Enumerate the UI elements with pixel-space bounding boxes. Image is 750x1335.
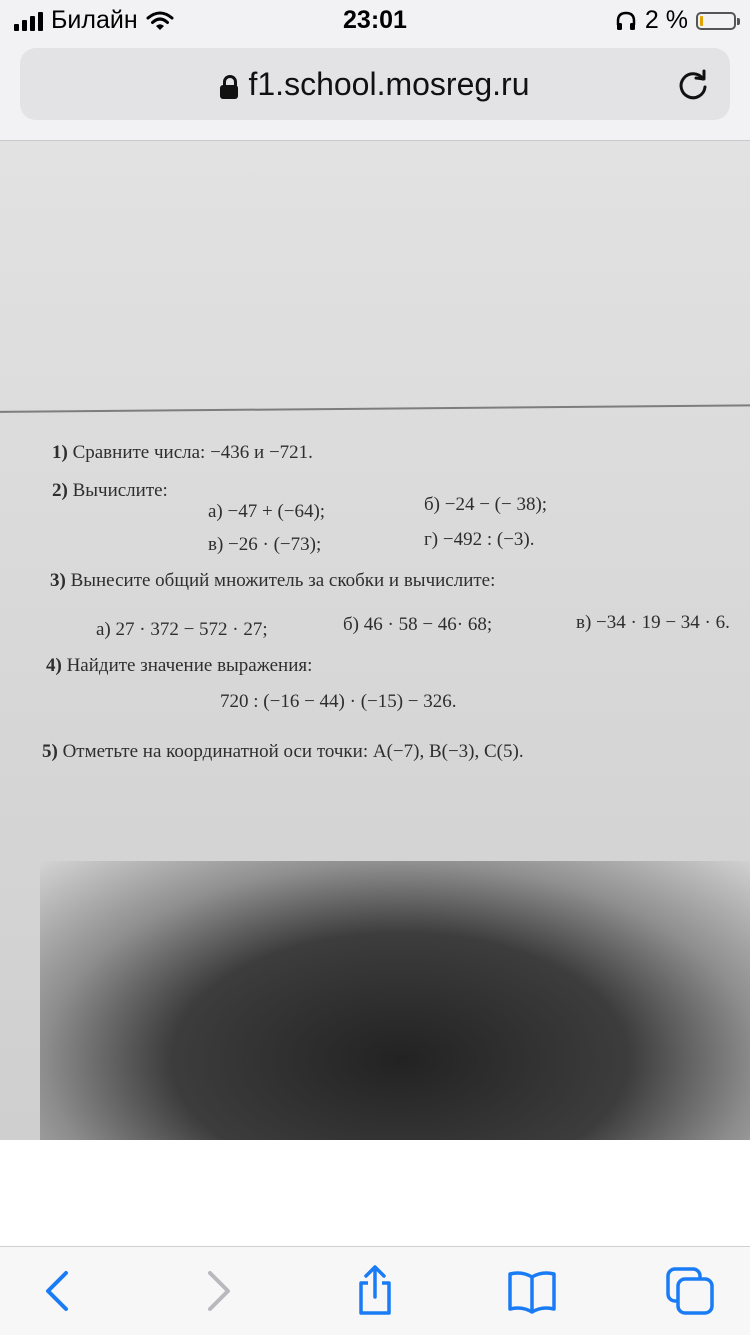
battery-percent: 2 % [644,6,688,34]
address-bar[interactable] [20,48,730,120]
bottom-toolbar [0,1246,750,1335]
task-2-g: г) −492 : (−3). [424,529,535,550]
url-text[interactable]: f1.school.mosreg.ru [248,66,530,102]
task-2-b: б) −24 − (− 38); [424,494,548,515]
page-blank-area [0,1140,750,1246]
headphones-icon [615,10,637,32]
task-2-a: а) −47 + (−64); [208,501,326,522]
task-3-title: 3) Вынесите общий множитель за скобки и вычислите: [50,570,496,591]
task-5: 5) Отметьте на координатной оси точки: A(−7), B(−3), C(5). [42,741,524,762]
lock-icon [220,75,238,97]
paper-edge-line [0,404,750,413]
worksheet-photo [0,141,750,1140]
task-3-v: в) −34 · 19 − 34 · 6. [576,612,730,633]
task-1: 1) Сравните числа: −436 и −721. [52,442,313,463]
back-icon[interactable] [32,1265,84,1317]
forward-icon[interactable] [192,1265,244,1317]
share-icon[interactable] [349,1265,401,1317]
clock: 23:01 [343,6,407,34]
status-bar [0,0,750,40]
task-2-title: 2) Вычислите: [52,480,168,501]
battery-icon [696,12,736,30]
task-4-expression: 720 : (−16 − 44) · (−15) − 326. [220,691,457,712]
reload-icon[interactable] [676,68,710,102]
bookmarks-icon[interactable] [506,1265,558,1317]
task-4-title: 4) Найдите значение выражения: [46,655,313,676]
hand-shadow [40,861,750,1140]
tabs-icon[interactable] [664,1265,716,1317]
task-2-v: в) −26 · (−73); [208,534,322,555]
carrier-name: Билайн [51,6,138,34]
task-3-a: а) 27 · 372 − 572 · 27; [96,619,268,640]
task-3-b: б) 46 · 58 − 46· 68; [343,614,493,635]
